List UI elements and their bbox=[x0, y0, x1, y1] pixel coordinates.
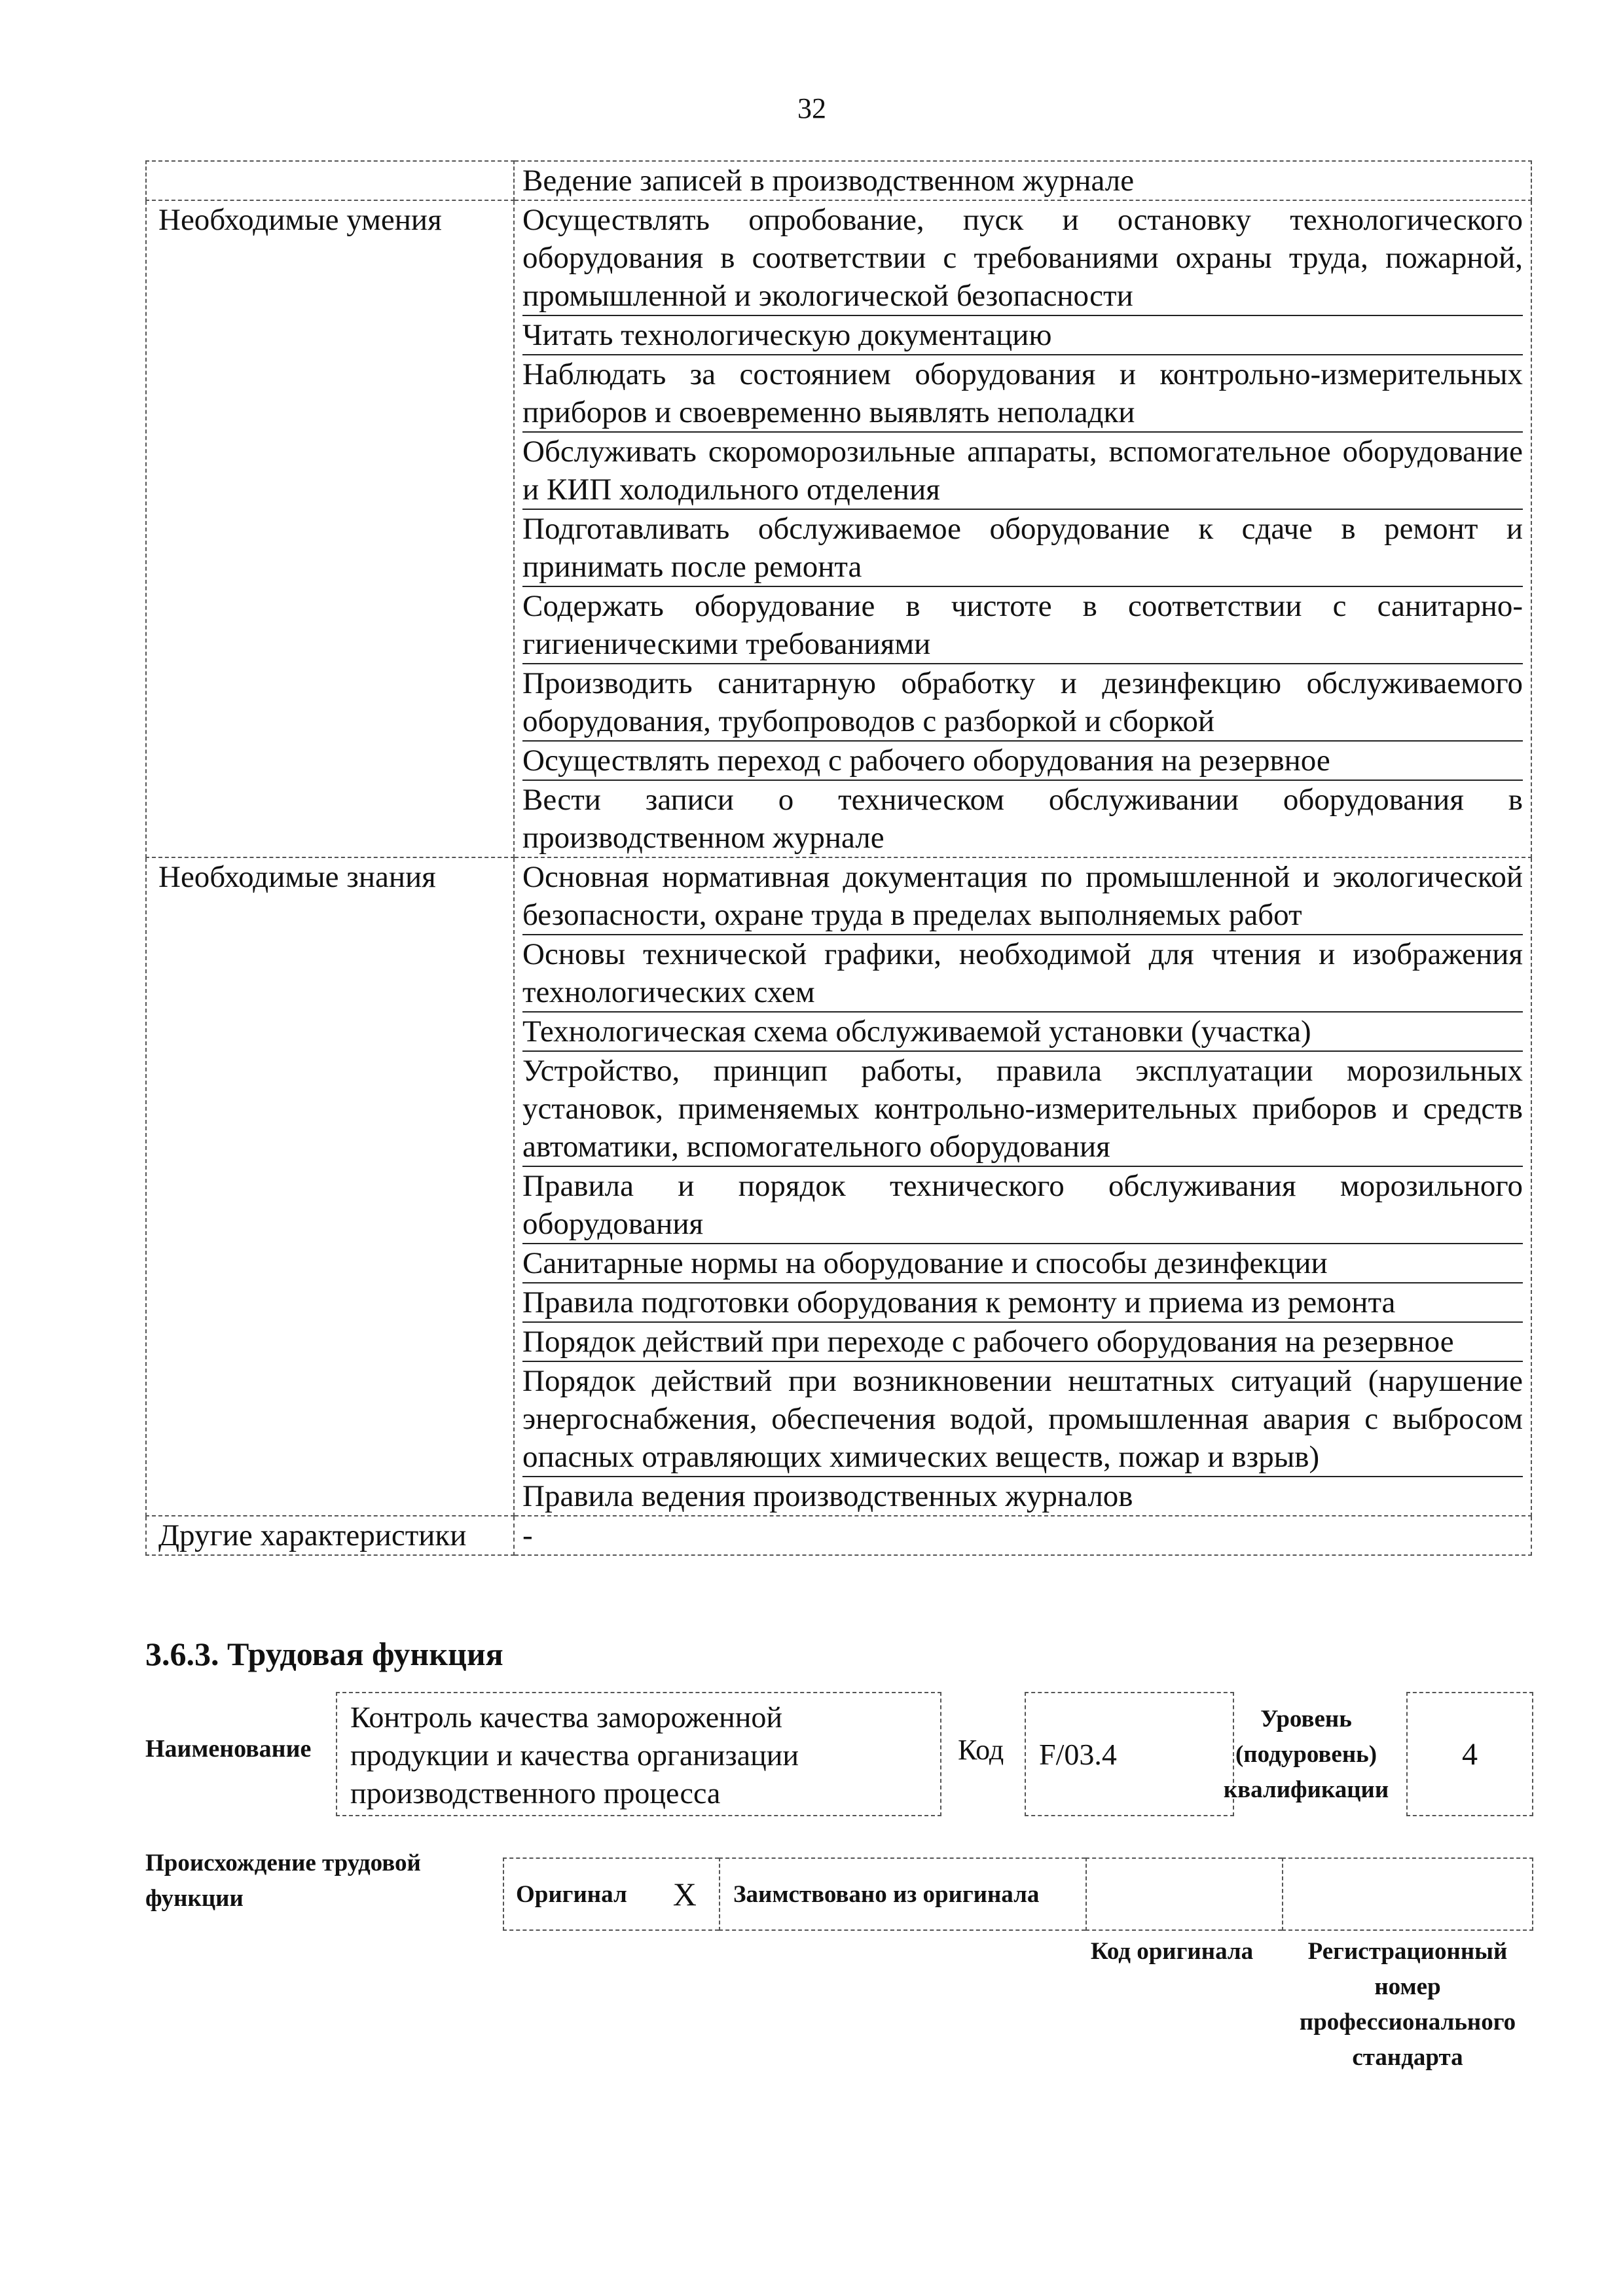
requirements-table bbox=[145, 160, 1532, 1556]
origin-label: Происхождение трудовой функции bbox=[145, 1850, 421, 1912]
empty-label-cell bbox=[146, 161, 514, 200]
list-item: Обслуживать скороморозильные аппараты, вспомогательное оборудование и КИП холодильного отделения bbox=[522, 431, 1523, 509]
list-item: Устройство, принцип работы, правила эксплуатации морозильных установок, применяемых контрольно-измерительных приборов и средств автоматики, вспомогательного оборудования bbox=[522, 1050, 1523, 1166]
list-item: Содержать оборудование в чистоте в соответствии с санитарно-гигиеническими требованиями bbox=[522, 586, 1523, 663]
origin-row bbox=[503, 1857, 1533, 1931]
section-title: 3.6.3. Трудовая функция bbox=[145, 1636, 503, 1672]
list-item: Технологическая схема обслуживаемой установки (участка) bbox=[522, 1011, 1523, 1050]
list-item: Санитарные нормы на оборудование и способы дезинфекции bbox=[522, 1243, 1523, 1282]
list-item: Читать технологическую документацию bbox=[522, 315, 1523, 354]
table-row bbox=[146, 161, 1531, 200]
original-label: Оригинал bbox=[516, 1880, 627, 1908]
list-item: Осуществлять опробование, пуск и остановку технологического оборудования в соответствии с требованиями охраны труда, пожарной, промышленной и экологической безопасности bbox=[522, 203, 1523, 313]
row-items bbox=[514, 1516, 1531, 1555]
row-label: Необходимые умения bbox=[146, 200, 514, 857]
list-item: - bbox=[522, 1518, 533, 1552]
list-item: Осуществлять переход с рабочего оборудования на резервное bbox=[522, 740, 1523, 780]
row-items bbox=[514, 857, 1531, 1516]
list-item: Производить санитарную обработку и дезинфекцию обслуживаемого оборудования, трубопроводов с разборкой и сборкой bbox=[522, 663, 1523, 740]
list-item: Правила подготовки оборудования к ремонту и приема из ремонта bbox=[522, 1282, 1523, 1321]
list-item: Наблюдать за состоянием оборудования и контрольно-измерительных приборов и своевременно выявлять неполадки bbox=[522, 354, 1523, 431]
function-name-box: Контроль качества замороженной продукции и качества организации производственного процесса bbox=[336, 1692, 941, 1816]
original-mark: X bbox=[672, 1876, 697, 1912]
name-label: Наименование bbox=[145, 1735, 312, 1763]
table-row bbox=[146, 200, 1531, 857]
list-item: Порядок действий при возникновении нештатных ситуаций (нарушение энергоснабжения, обеспечения водой, промышленная авария с выбросом опасных отравляющих химических веществ, пожар и взрыв) bbox=[522, 1361, 1523, 1476]
code-label: Код bbox=[958, 1734, 1004, 1766]
row-items bbox=[514, 200, 1531, 857]
first-row-value: Ведение записей в производственном журнале bbox=[514, 161, 1531, 200]
code-box: F/03.4 bbox=[1025, 1692, 1234, 1816]
table-row bbox=[146, 1516, 1531, 1555]
list-item: Правила ведения производственных журналов bbox=[522, 1476, 1523, 1515]
list-item: Правила и порядок технического обслуживания морозильного оборудования bbox=[522, 1166, 1523, 1243]
row-label: Другие характеристики bbox=[146, 1516, 514, 1555]
level-box: 4 bbox=[1406, 1692, 1533, 1816]
reg-number-caption: Регистрационный номер профессионального стандарта bbox=[1299, 1938, 1516, 2071]
list-item: Подготавливать обслуживаемое оборудование к сдаче в ремонт и принимать после ремонта bbox=[522, 509, 1523, 586]
reg-number-cell bbox=[1282, 1857, 1533, 1931]
list-item: Основная нормативная документация по промышленной и экологической безопасности, охране труда в пределах выполняемых работ bbox=[522, 860, 1523, 932]
row-label: Необходимые знания bbox=[146, 857, 514, 1516]
level-label: Уровень (подуровень) квалификации bbox=[1223, 1706, 1389, 1803]
table-row bbox=[146, 857, 1531, 1516]
code-original-caption: Код оригинала bbox=[1090, 1938, 1254, 1965]
code-original-cell bbox=[1085, 1857, 1282, 1931]
list-item: Основы технической графики, необходимой для чтения и изображения технологических схем bbox=[522, 934, 1523, 1011]
original-cell bbox=[503, 1857, 719, 1931]
page-number: 32 bbox=[797, 92, 826, 124]
borrowed-cell: Заимствовано из оригинала bbox=[719, 1857, 1085, 1931]
list-item: Порядок действий при переходе с рабочего оборудования на резервное bbox=[522, 1321, 1523, 1361]
list-item: Вести записи о техническом обслуживании оборудования в производственном журнале bbox=[522, 780, 1523, 857]
